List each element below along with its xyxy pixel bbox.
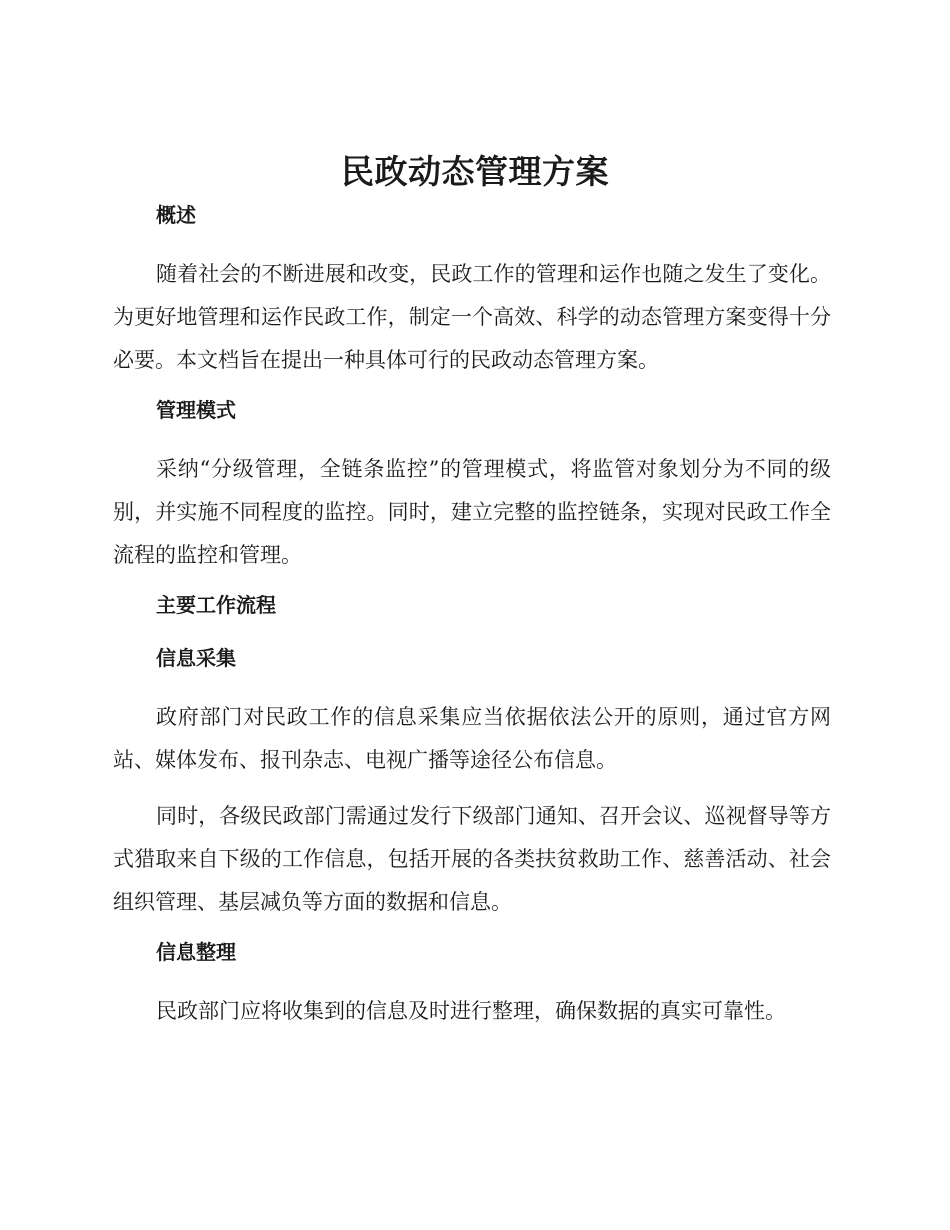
paragraph-management-mode: 采纳“分级管理，全链条监控”的管理模式，将监管对象划分为不同的级别，并实施不同程度的监控。同时，建立完整的监控链条，实现对民政工作全流程的监控和管理。: [113, 457, 831, 567]
section-heading-information-organizing: 信息整理: [156, 940, 236, 964]
document-title: 民政动态管理方案: [341, 152, 609, 191]
paragraph-overview: 随着社会的不断进展和改变，民政工作的管理和运作也随之发生了变化。为更好地管理和运作民政工作，制定一个高效、科学的动态管理方案变得十分必要。本文档旨在提出一种具体可行的民政动态管理方案。: [113, 262, 831, 372]
section-heading-main-process: 主要工作流程: [156, 593, 276, 617]
paragraph-information-organizing: 民政部门应将收集到的信息及时进行整理，确保数据的真实可靠性。: [156, 999, 786, 1023]
section-heading-overview: 概述: [156, 203, 196, 227]
section-heading-information-collection: 信息采集: [156, 646, 236, 670]
section-heading-management-mode: 管理模式: [156, 398, 236, 422]
document-body: [113, 200, 831, 1046]
paragraph-information-collection-2: 同时，各级民政部门需通过发行下级部门通知、召开会议、巡视督导等方式猎取来自下级的工作信息，包括开展的各类扶贫救助工作、慈善活动、社会组织管理、基层减负等方面的数据和信息。: [113, 804, 831, 914]
paragraph-information-collection-1: 政府部门对民政工作的信息采集应当依据依法公开的原则，通过官方网站、媒体发布、报刊杂志、电视广播等途径公布信息。: [113, 705, 831, 772]
